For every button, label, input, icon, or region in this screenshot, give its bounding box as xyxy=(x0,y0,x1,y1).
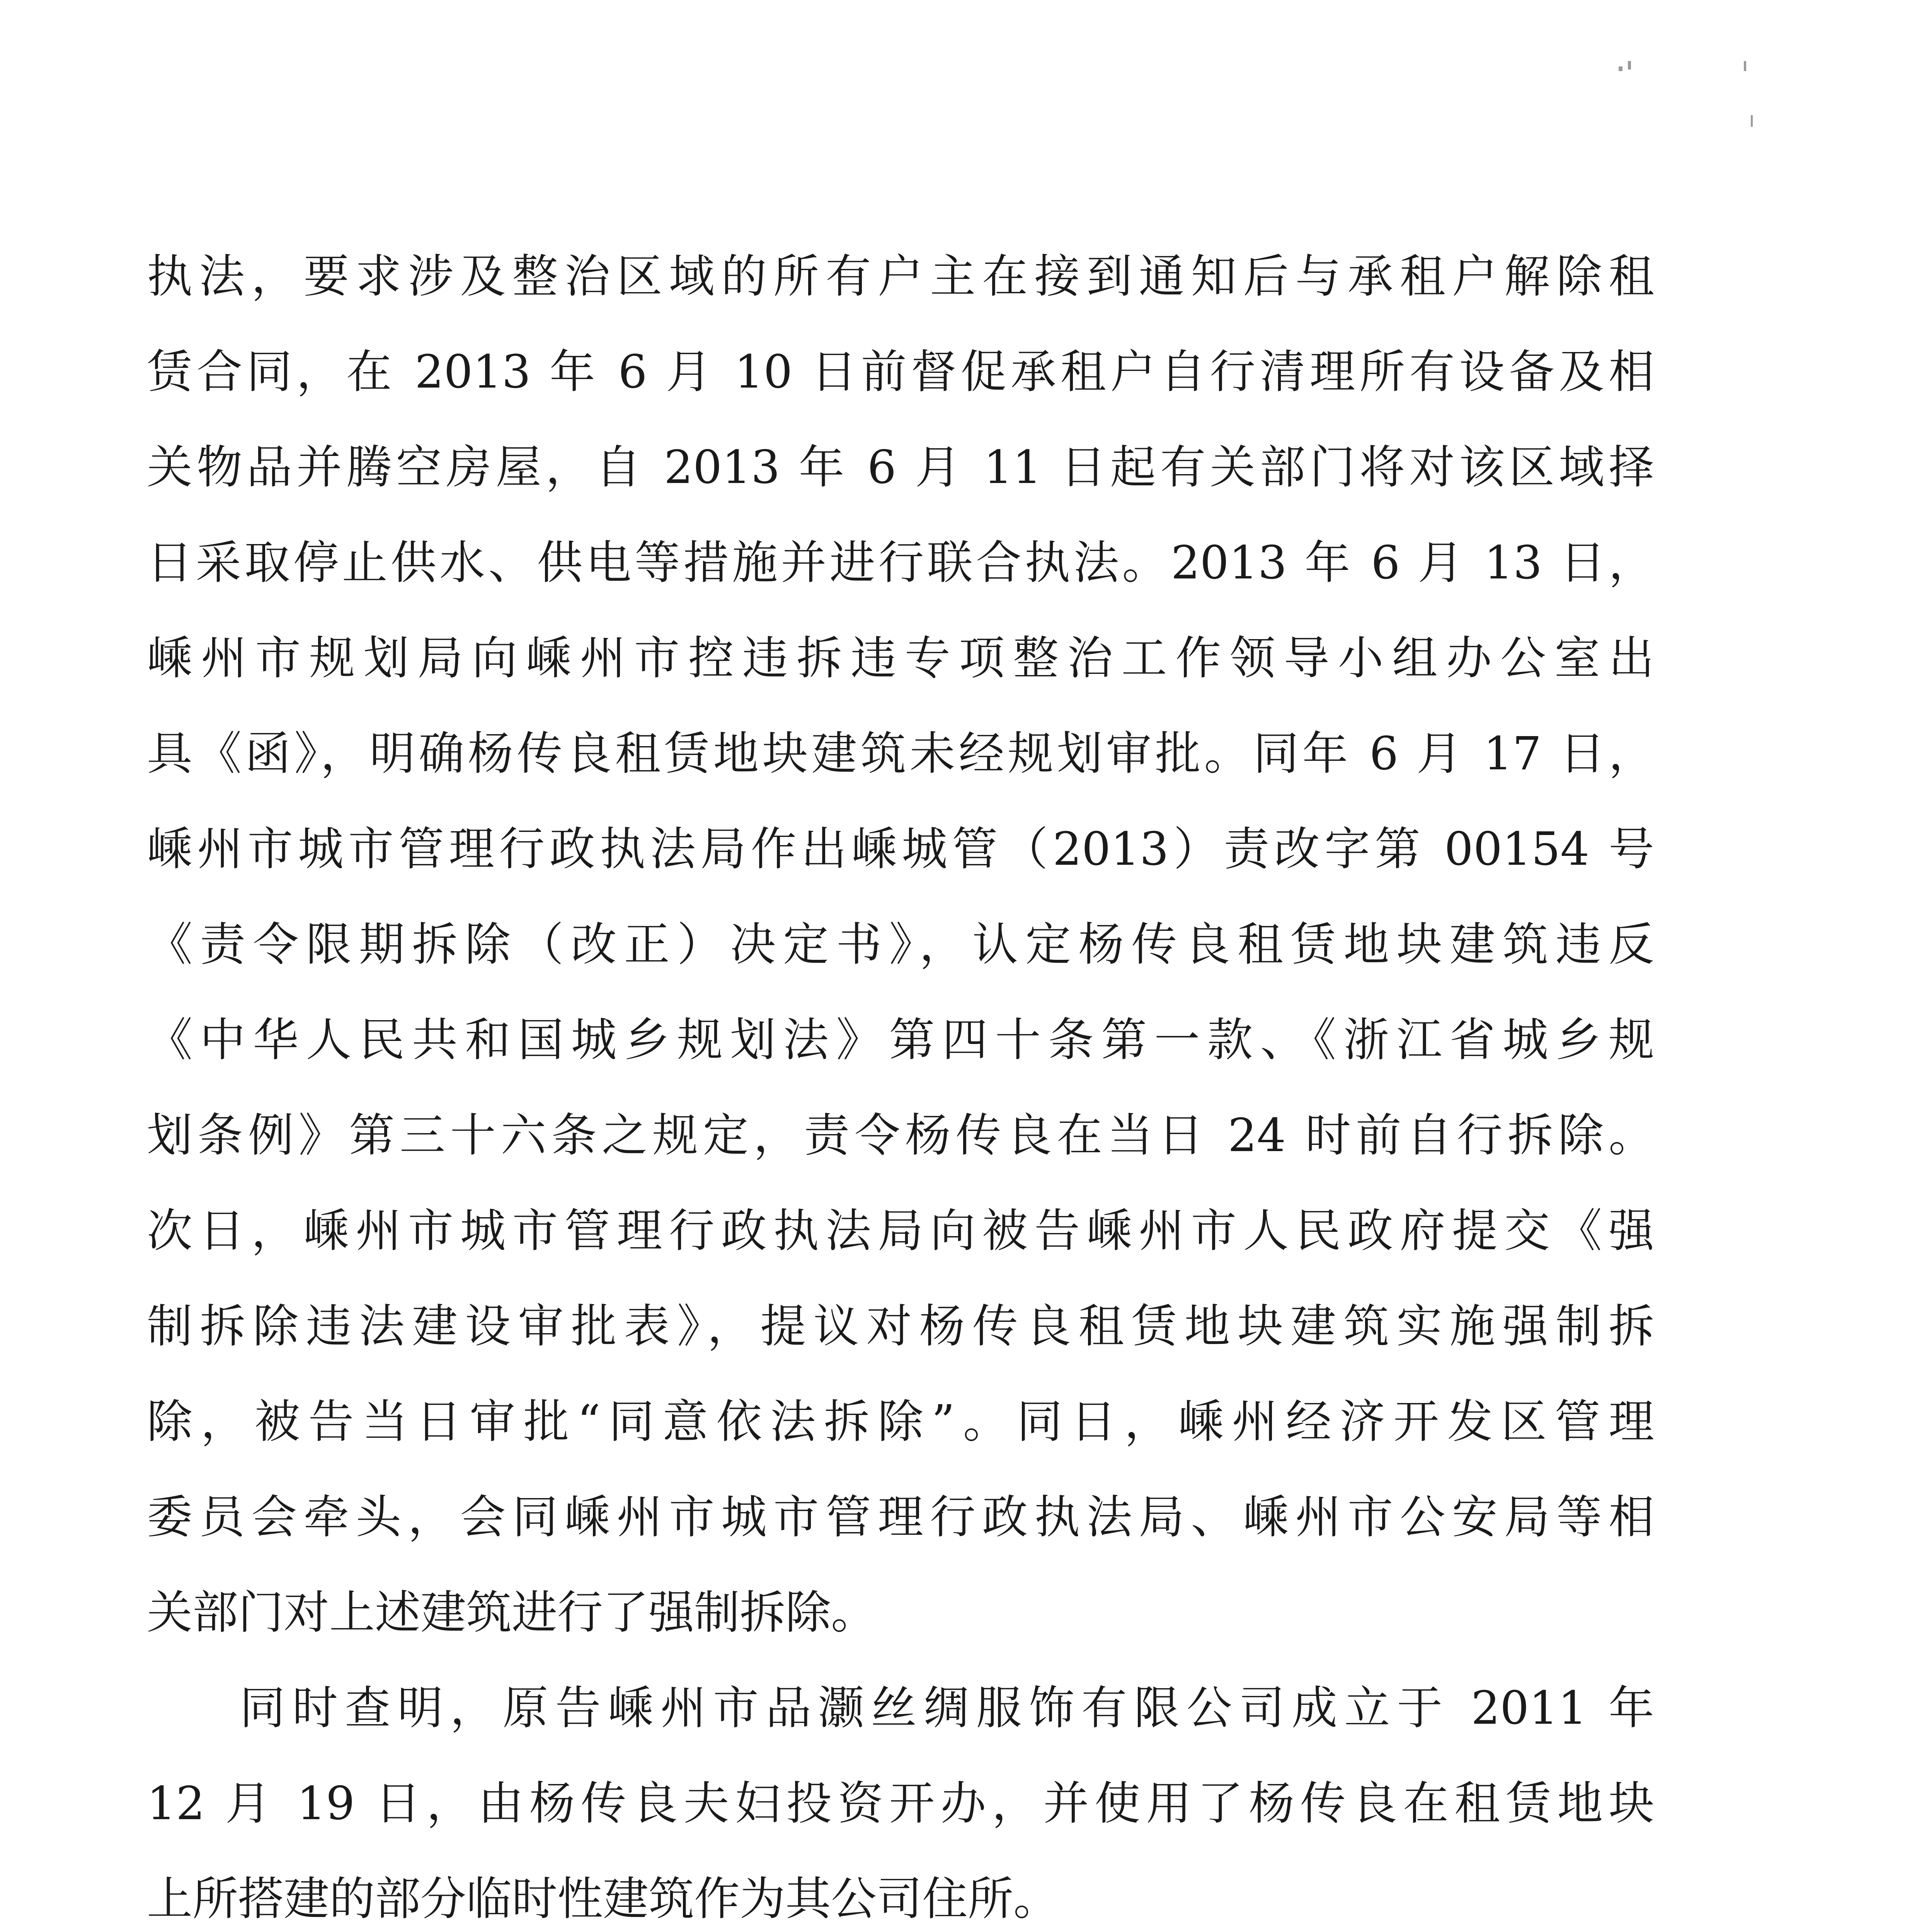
text-line: 赁合同，在 2013 年 6 月 10 日前督促承租户自行清理所有设备及相 xyxy=(147,345,1654,398)
text-line: 执法，要求涉及整治区域的所有户主在接到通知后与承租户解除租 xyxy=(147,250,1654,303)
scan-speck xyxy=(1628,61,1631,70)
text-line: 划条例》第三十六条之规定，责令杨传良在当日 24 时前自行拆除。 xyxy=(147,1109,1654,1162)
text-line: 关部门对上述建筑进行了强制拆除。 xyxy=(147,1586,877,1639)
text-line: 《责令限期拆除（改正）决定书》，认定杨传良租赁地块建筑违反 xyxy=(147,918,1654,971)
scan-speck xyxy=(1751,115,1753,127)
scan-speck xyxy=(1619,66,1622,71)
text-line: 次日，嵊州市城市管理行政执法局向被告嵊州市人民政府提交《强 xyxy=(147,1204,1654,1257)
text-line: 同时查明，原告嵊州市品灏丝绸服饰有限公司成立于 2011 年 xyxy=(240,1681,1654,1735)
text-line: 日采取停止供水、供电等措施并进行联合执法。2013 年 6 月 13 日， xyxy=(147,536,1654,589)
text-line: 嵊州市城市管理行政执法局作出嵊城管（2013）责改字第 00154 号 xyxy=(147,822,1654,876)
text-line: 上所搭建的部分临时性建筑作为其公司住所。 xyxy=(147,1872,1059,1925)
text-line: 除，被告当日审批“同意依法拆除”。同日，嵊州经济开发区管理 xyxy=(147,1395,1654,1448)
text-line: 具《函》，明确杨传良租赁地块建筑未经规划审批。同年 6 月 17 日， xyxy=(147,727,1654,780)
text-line: 制拆除违法建设审批表》，提议对杨传良租赁地块建筑实施强制拆 xyxy=(147,1299,1654,1353)
text-line: 《中华人民共和国城乡规划法》第四十条第一款、《浙江省城乡规 xyxy=(147,1013,1654,1066)
scan-speck xyxy=(1744,61,1746,71)
text-line: 关物品并腾空房屋，自 2013 年 6 月 11 日起有关部门将对该区域择 xyxy=(147,440,1654,494)
text-line: 委员会牵头，会同嵊州市城市管理行政执法局、嵊州市公安局等相 xyxy=(147,1490,1654,1544)
text-line: 12 月 19 日，由杨传良夫妇投资开办，并使用了杨传良在租赁地块 xyxy=(147,1777,1654,1830)
text-line: 嵊州市规划局向嵊州市控违拆违专项整治工作领导小组办公室出 xyxy=(147,631,1654,685)
